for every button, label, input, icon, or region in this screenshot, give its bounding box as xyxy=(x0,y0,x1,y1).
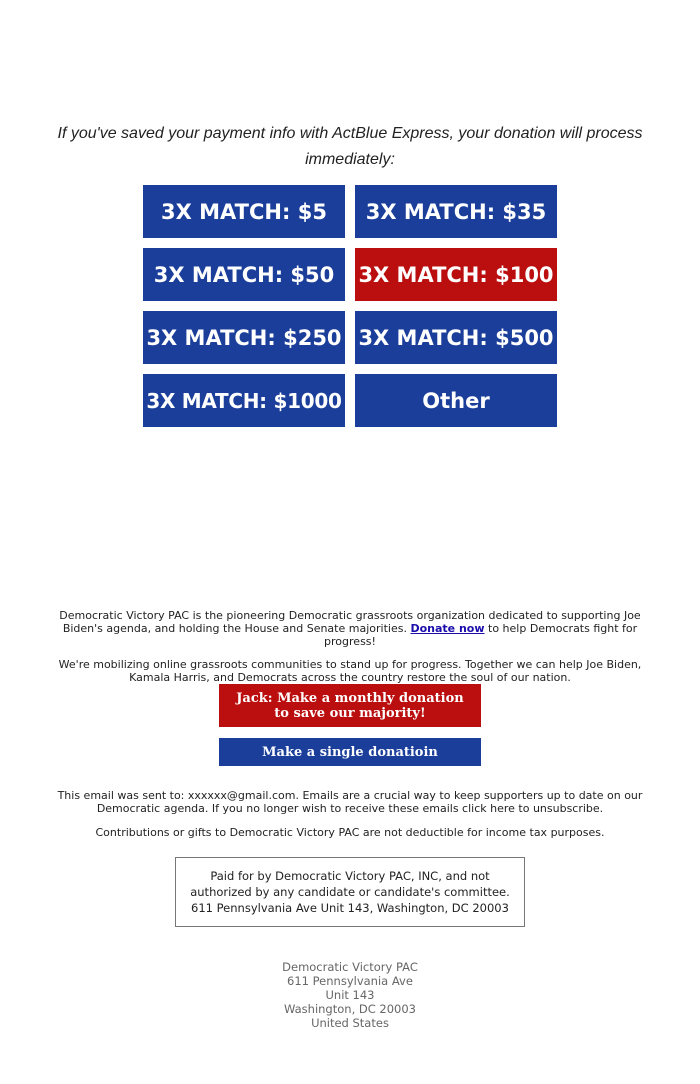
mailing-address xyxy=(200,960,500,1030)
intro-text: If you've saved your payment info with ActBlue Express, your donation will process immediately: xyxy=(57,125,643,168)
paid-for-disclaimer xyxy=(175,857,525,927)
single-donation-button[interactable]: Make a single donatioin xyxy=(219,738,481,766)
donate-35-button[interactable]: 3X MATCH: $35 xyxy=(355,185,557,238)
donate-5-button[interactable]: 3X MATCH: $5 xyxy=(143,185,345,238)
address-line: Democratic Victory PAC xyxy=(282,960,418,974)
donation-button-grid xyxy=(143,185,557,427)
donate-1000-button[interactable]: 3X MATCH: $1000 xyxy=(143,374,345,427)
donate-250-button[interactable]: 3X MATCH: $250 xyxy=(143,311,345,364)
donate-50-button[interactable]: 3X MATCH: $50 xyxy=(143,248,345,301)
about-text: Democratic Victory PAC is the pioneering Democratic grassroots organization dedicated to supporting Joe Biden's agenda, and holding the House and Senate majorities. xyxy=(59,609,641,635)
donate-500-button[interactable]: 3X MATCH: $500 xyxy=(355,311,557,364)
address-line: Unit 143 xyxy=(325,988,375,1002)
mission-paragraph: We're mobilizing online grassroots communities to stand up for progress. Together we can help Joe Biden, Kamala Harris, and Democrats across the country restore the soul of our nation. xyxy=(58,658,642,684)
email-notice: This email was sent to: xxxxxx@gmail.com. Emails are a crucial way to keep supporters up to date on our Democratic agenda. If you no longer wish to receive these emails click here to unsubscribe. xyxy=(57,789,643,815)
donate-now-link[interactable]: Donate now xyxy=(410,622,485,635)
monthly-donation-button[interactable]: Jack: Make a monthly donation to save our majority! xyxy=(219,684,481,727)
donate-100-button[interactable]: 3X MATCH: $100 xyxy=(355,248,557,301)
address-line: Washington, DC 20003 xyxy=(283,1002,416,1016)
tax-notice: Contributions or gifts to Democratic Victory PAC are not deductible for income tax purposes. xyxy=(95,826,605,839)
donate-other-button[interactable]: Other xyxy=(355,374,557,427)
about-paragraph xyxy=(50,609,650,648)
address-line: United States xyxy=(311,1016,389,1030)
about-text-end: to help Democrats fight for progress! xyxy=(324,622,638,648)
paid-for-text: Paid for by Democratic Victory PAC, INC, and not authorized by any candidate or candidate's committee. 611 Pennsylvania Ave Unit 143, Washington, DC 20003 xyxy=(190,869,510,915)
address-line: 611 Pennsylvania Ave xyxy=(287,974,413,988)
